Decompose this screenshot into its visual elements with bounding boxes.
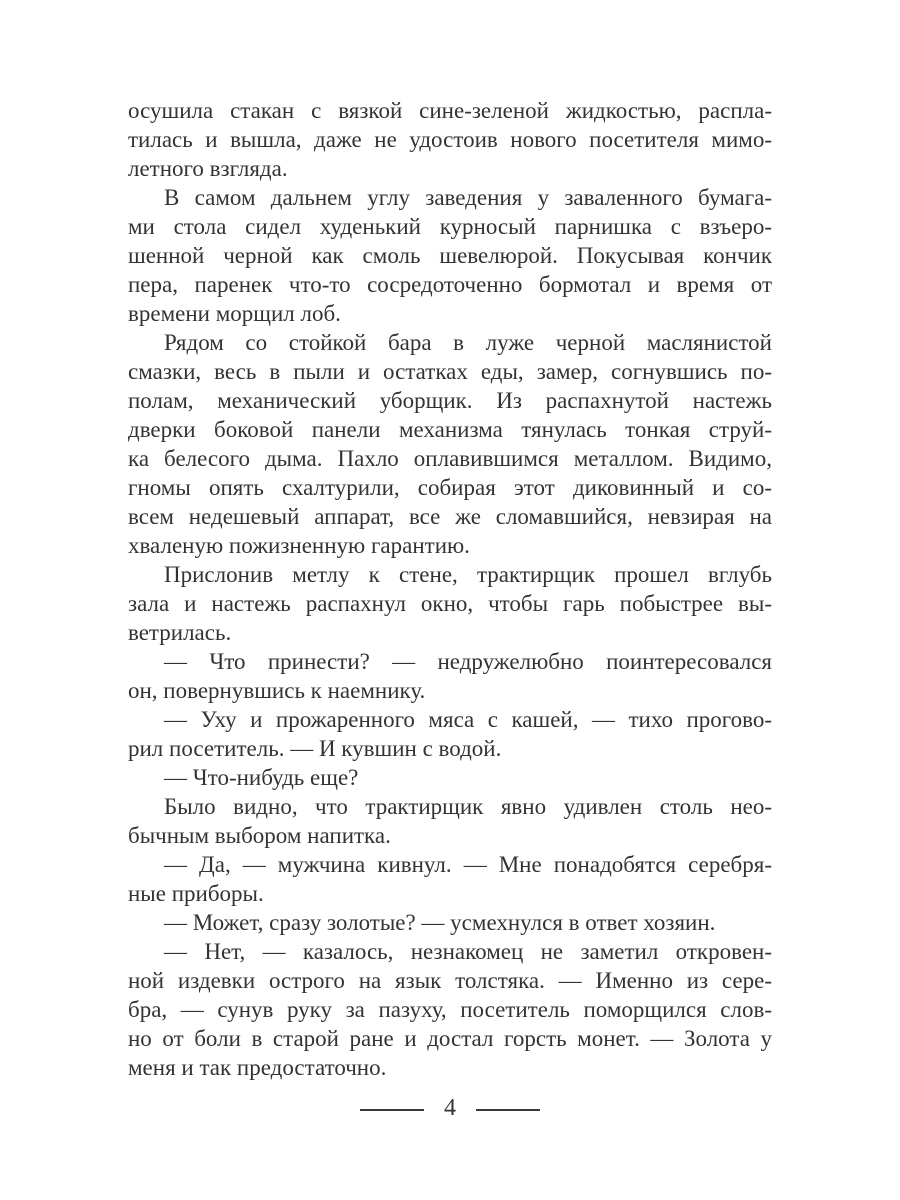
paragraph <box>128 937 772 1082</box>
text-line: бра, — сунув руку за пазуху, посетитель поморщился слов- <box>128 997 772 1022</box>
text-line: но от боли в старой ране и достал горсть монет. — Золота у <box>128 1026 772 1051</box>
text-line: пера, паренек что-то сосредоточенно бормотал и время от <box>128 272 772 297</box>
page-number: 4 <box>444 1095 456 1121</box>
text-line: осушила стакан с вязкой сине-зеленой жидкостью, распла- <box>128 98 772 123</box>
text-line: хваленую пожизненную гарантию. <box>128 533 470 558</box>
text-line: Прислонив метлу к стене, трактирщик прошел вглубь <box>164 562 772 587</box>
footer-rule-left <box>360 1109 424 1111</box>
text-line: дверки боковой панели механизма тянулась тонкая струй- <box>128 417 772 442</box>
text-line: — Да, — мужчина кивнул. — Мне понадобятся серебря- <box>164 852 772 877</box>
paragraph <box>128 763 772 792</box>
text-line: ми стола сидел худенький курносый парнишка с взъеро- <box>128 214 772 239</box>
text-line: — Что принести? — недружелюбно поинтересовался <box>164 649 772 674</box>
paragraph <box>128 647 772 705</box>
text-line: ветрилась. <box>128 620 232 645</box>
paragraph <box>128 705 772 763</box>
text-line: смазки, весь в пыли и остатках еды, замер, согнувшись по- <box>128 359 772 384</box>
page-text <box>128 96 772 1082</box>
text-line: летного взгляда. <box>128 156 288 181</box>
text-line: ные приборы. <box>128 881 264 906</box>
paragraph <box>128 328 772 560</box>
text-line: — Может, сразу золотые? — усмехнулся в ответ хозяин. <box>164 910 716 935</box>
text-line: ка белесого дыма. Пахло оплавившимся металлом. Видимо, <box>128 446 772 471</box>
paragraph <box>128 183 772 328</box>
footer-rule-right <box>476 1109 540 1111</box>
paragraph <box>128 96 772 183</box>
text-line: ной издевки острого на язык толстяка. — Именно из сере- <box>128 968 772 993</box>
text-line: Было видно, что трактирщик явно удивлен столь нео- <box>164 794 772 819</box>
text-line: он, повернувшись к наемнику. <box>128 678 426 703</box>
paragraph <box>128 792 772 850</box>
paragraph <box>128 560 772 647</box>
text-line: — Что-нибудь еще? <box>164 765 359 790</box>
text-line: зала и настежь распахнул окно, чтобы гарь побыстрее вы- <box>128 591 772 616</box>
text-line: полам, механический уборщик. Из распахнутой настежь <box>128 388 772 413</box>
paragraph <box>128 908 772 937</box>
text-line: — Уху и прожаренного мяса с кашей, — тихо прогово- <box>164 707 772 732</box>
text-line: гномы опять схалтурили, собирая этот диковинный и со- <box>128 475 772 500</box>
text-line: рил посетитель. — И кувшин с водой. <box>128 736 502 761</box>
text-line: шенной черной как смоль шевелюрой. Покусывая кончик <box>128 243 772 268</box>
text-line: Рядом со стойкой бара в луже черной маслянистой <box>164 330 772 355</box>
paragraph <box>128 850 772 908</box>
text-line: всем недешевый аппарат, все же сломавшийся, невзирая на <box>128 504 772 529</box>
text-line: — Нет, — казалось, незнакомец не заметил откровен- <box>164 939 772 964</box>
text-line: бычным выбором напитка. <box>128 823 391 848</box>
text-line: времени морщил лоб. <box>128 301 341 326</box>
text-line: тилась и вышла, даже не удостоив нового посетителя мимо- <box>128 127 772 152</box>
text-line: В самом дальнем углу заведения у заваленного бумага- <box>164 185 772 210</box>
page-footer <box>0 1095 900 1122</box>
text-line: меня и так предостаточно. <box>128 1055 387 1080</box>
